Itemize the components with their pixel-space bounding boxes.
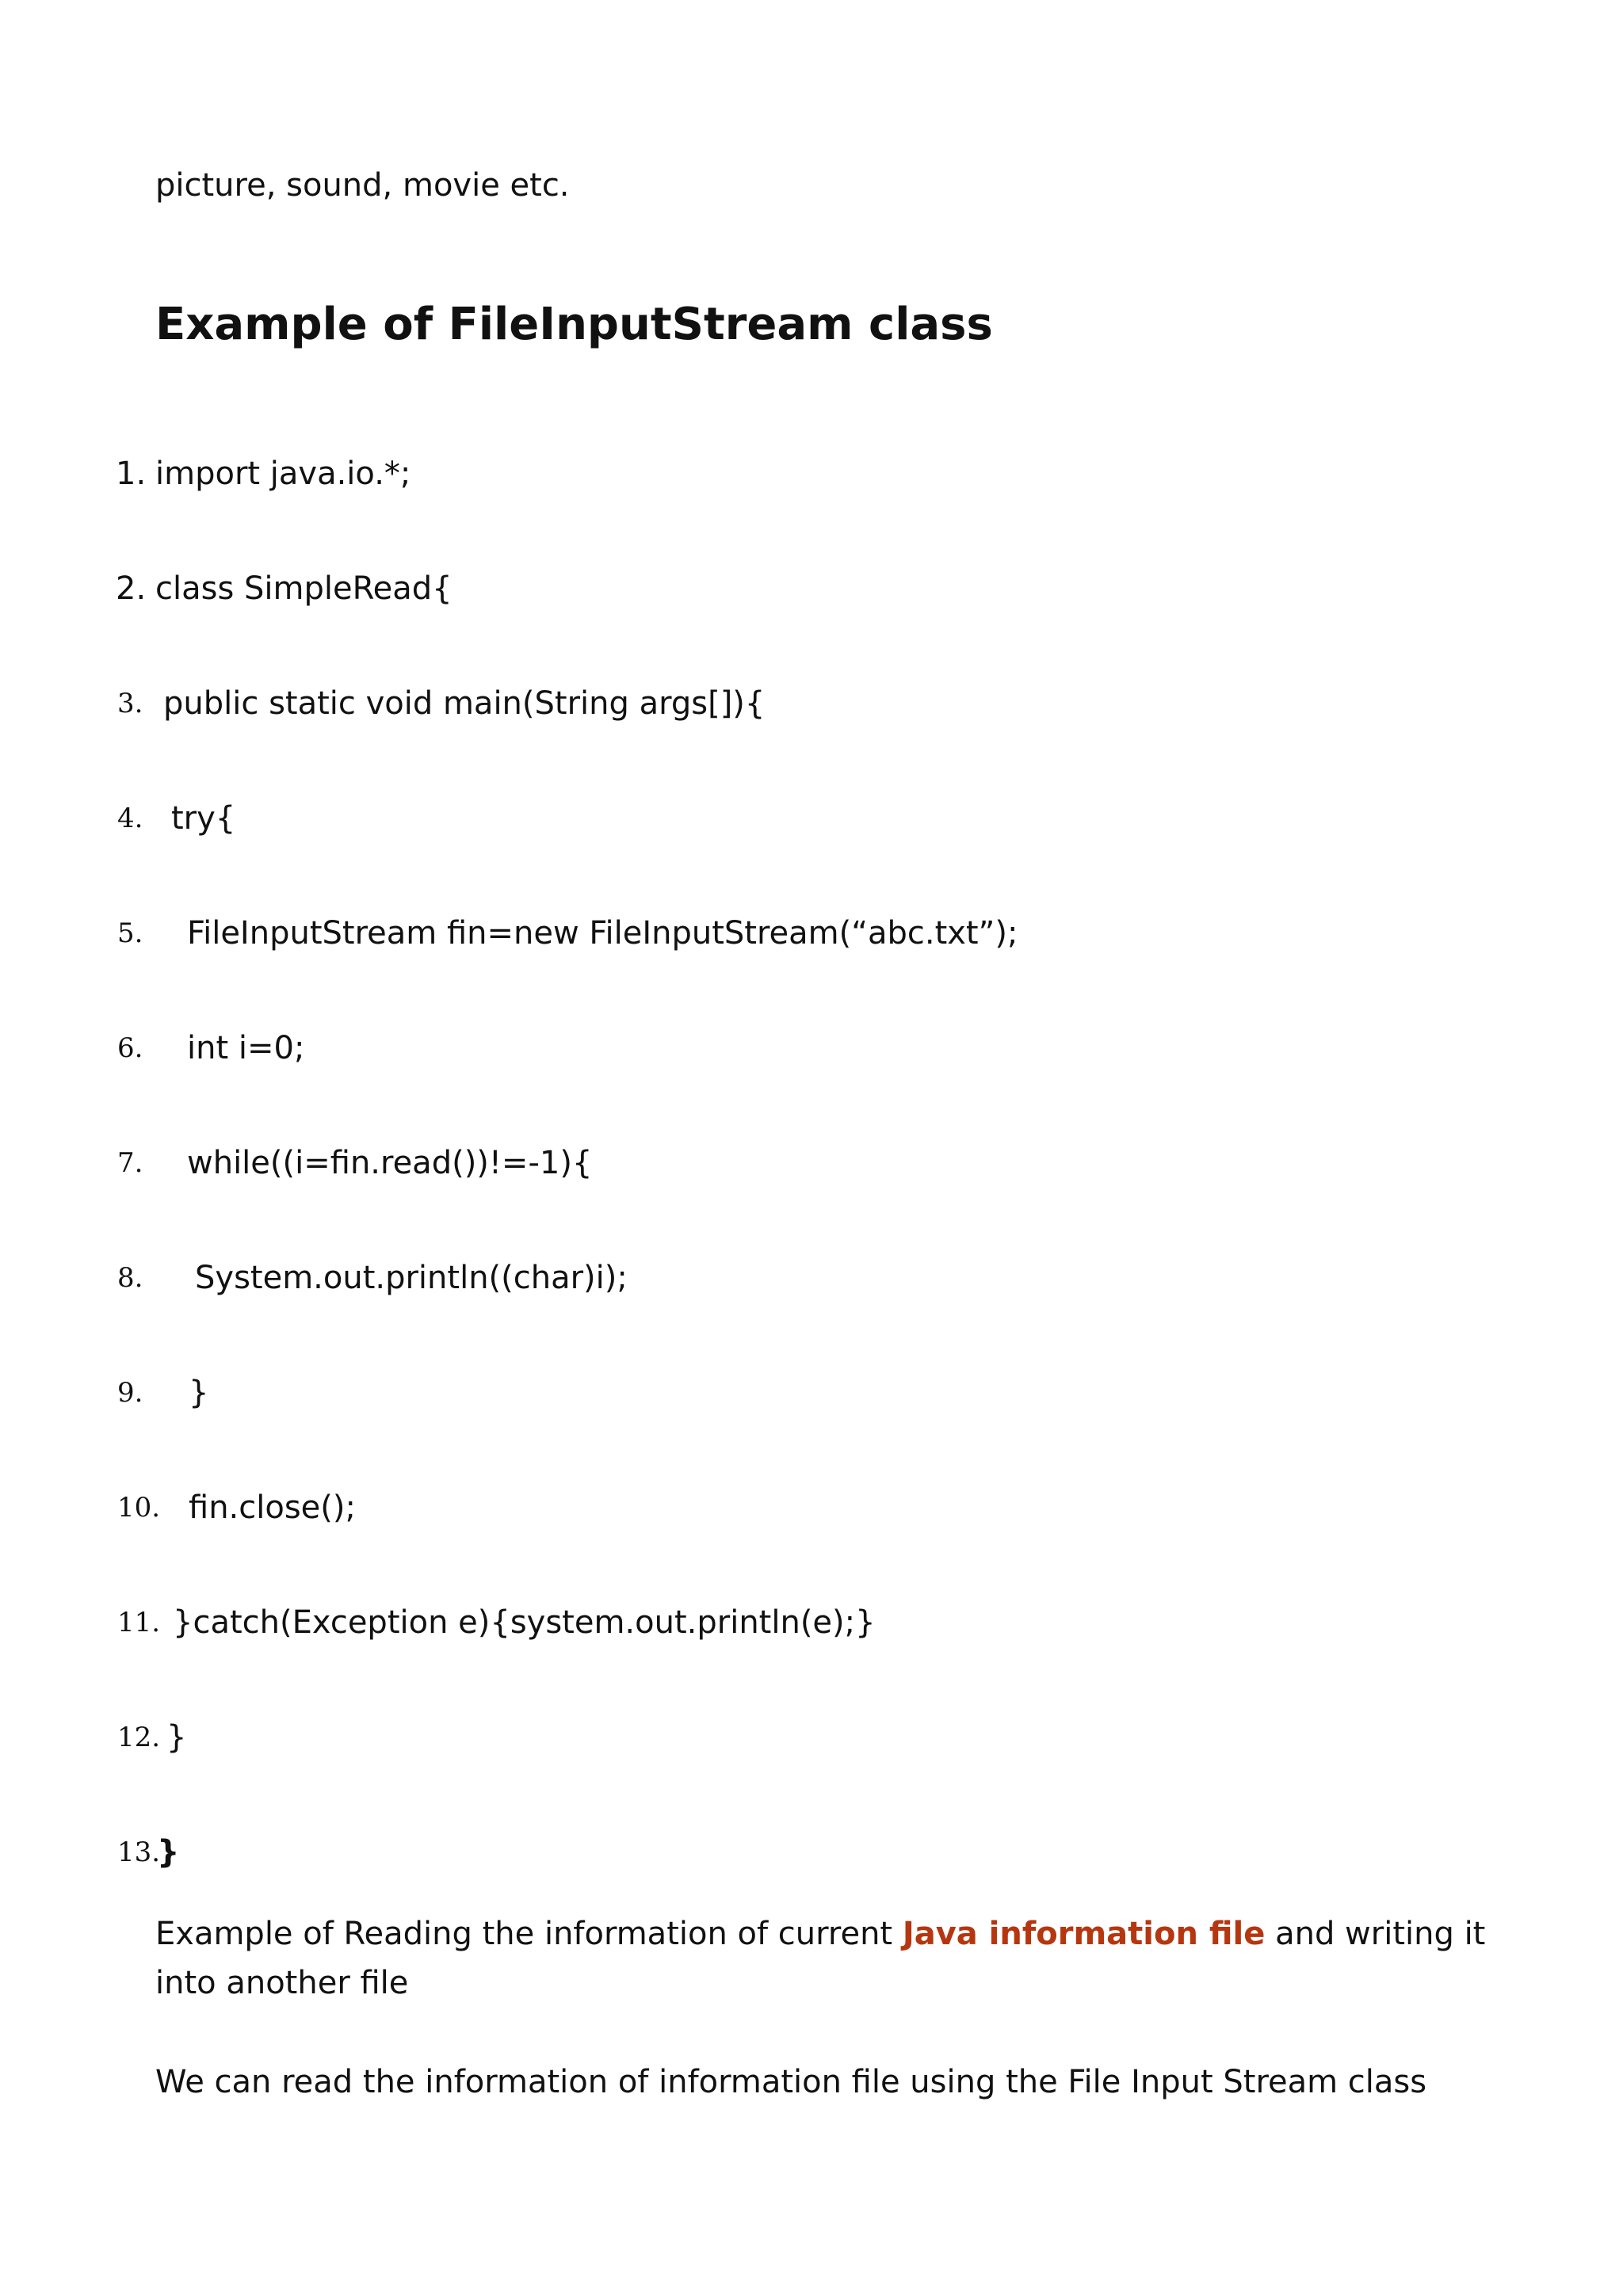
- code-text: public static void main(String args[]){: [163, 685, 766, 722]
- code-text: while((i=fin.read())!=-1){: [187, 1145, 593, 1181]
- reading-example-paragraph: [155, 1909, 1503, 2008]
- code-text: import java.io.*;: [155, 456, 411, 492]
- line-number: 8.: [117, 1262, 143, 1294]
- code-text: }catch(Exception e){system.out.println(e);}: [173, 1604, 876, 1641]
- line-number: 1.: [116, 456, 147, 492]
- line-number: 5.: [117, 917, 143, 949]
- code-line-12: [0, 1714, 1623, 1829]
- line-number: 3.: [117, 688, 143, 719]
- code-line-8: [0, 1254, 1623, 1369]
- code-text: }: [189, 1375, 209, 1411]
- code-line-10: [0, 1484, 1623, 1599]
- section-heading: Example of FileInputStream class: [155, 299, 993, 350]
- code-line-9: [0, 1369, 1623, 1484]
- code-text: }: [166, 1719, 187, 1756]
- code-line-5: [0, 910, 1623, 1024]
- code-text: int i=0;: [187, 1030, 305, 1066]
- file-input-stream-paragraph: We can read the information of information file using the File Input Stream class: [155, 2064, 1427, 2100]
- line-number: 10.: [117, 1492, 161, 1524]
- line-number: 9.: [117, 1377, 143, 1409]
- paragraph-text-before: Example of Reading the information of current: [155, 1916, 903, 1952]
- code-line-3: [0, 680, 1623, 795]
- line-number: 4.: [117, 803, 143, 834]
- code-line-4: [0, 795, 1623, 910]
- line-number: 12.: [117, 1722, 161, 1753]
- line-number: 6.: [117, 1032, 143, 1064]
- code-line-7: [0, 1139, 1623, 1254]
- code-listing: [0, 450, 1623, 1943]
- line-number: 13.: [117, 1836, 161, 1868]
- code-line-2: [0, 565, 1623, 680]
- code-text: System.out.println((char)i);: [195, 1260, 628, 1296]
- intro-text: picture, sound, movie etc.: [155, 167, 570, 204]
- paragraph-text-after: and writing it into another file: [155, 1916, 1486, 2001]
- line-number: 7.: [117, 1147, 143, 1179]
- code-text: fin.close();: [189, 1489, 356, 1526]
- code-line-1: [0, 450, 1623, 565]
- code-text: class SimpleRead{: [155, 570, 453, 607]
- line-number: 11.: [117, 1607, 161, 1638]
- line-number: 2.: [116, 570, 147, 607]
- code-text: }: [157, 1834, 180, 1871]
- java-information-file-link[interactable]: Java information file: [902, 1916, 1266, 1952]
- code-text: FileInputStream fin=new FileInputStream(“abc.txt”);: [187, 915, 1018, 952]
- code-line-6: [0, 1024, 1623, 1139]
- code-line-11: [0, 1599, 1623, 1714]
- code-text: try{: [171, 800, 236, 837]
